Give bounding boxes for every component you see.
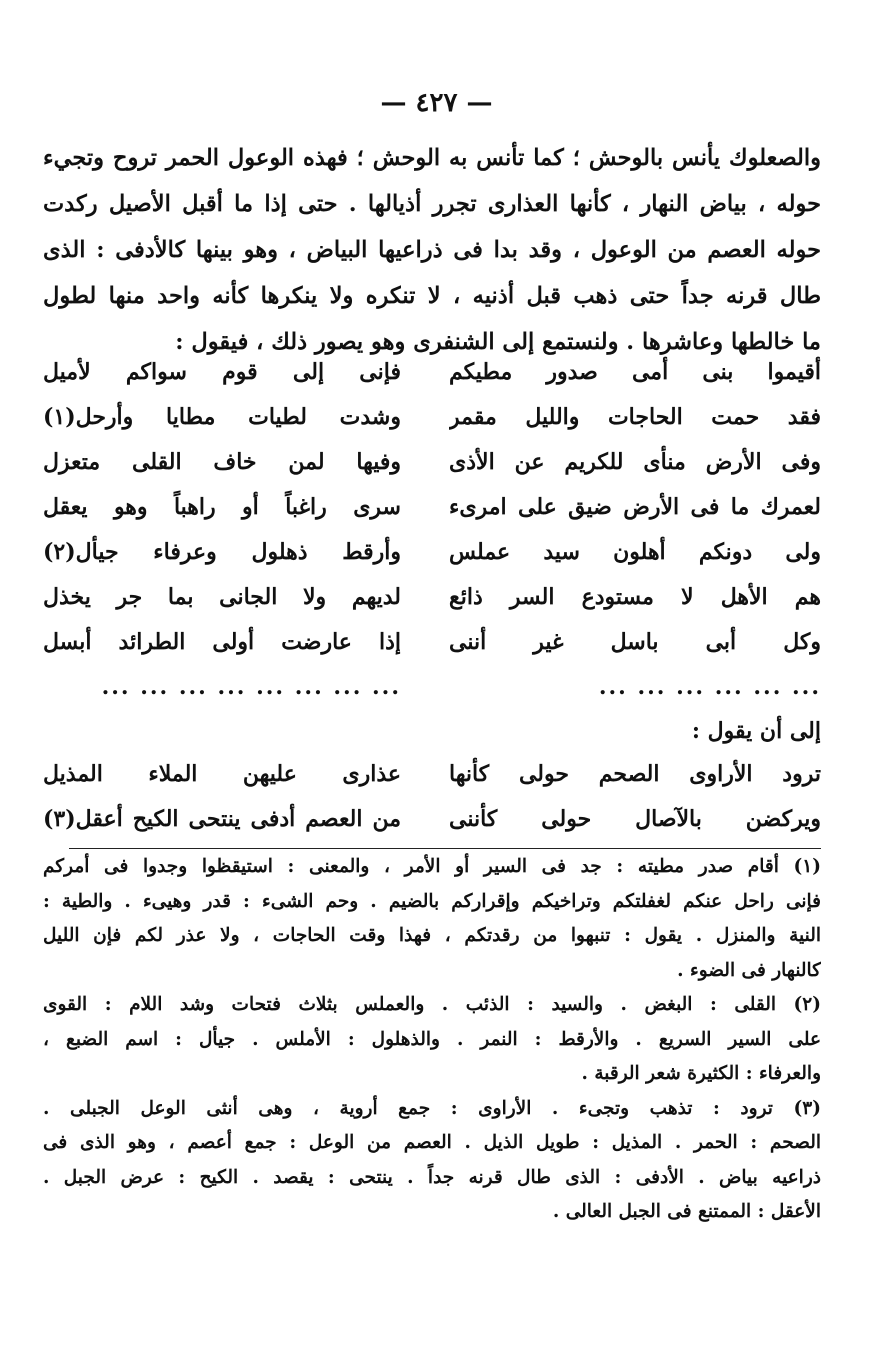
verse-first-hemistich: فقد حمت الحاجات والليل مقمر bbox=[449, 404, 821, 430]
footnote-line: (٢) القلى : البغض . والسيد : الذئب . والعملس بثلاث فتحات وشد اللام : القوى bbox=[43, 994, 821, 1015]
verse-first-hemistich: وكل أبى باسل غير أننى bbox=[449, 629, 821, 655]
page-number: — ٤٢٧ — bbox=[380, 88, 493, 118]
verse bbox=[43, 752, 821, 797]
verse-second-hemistich: من العصم أدفى ينتحى الكيح أعقل(٣) bbox=[43, 806, 401, 832]
verse-second-hemistich: وفيها لمن خاف القلى متعزل bbox=[43, 449, 401, 475]
verse-first-hemistich: ويركضن بالآصال حولى كأننى bbox=[449, 806, 821, 832]
verse-second-hemistich: لديهم ولا الجانى بما جر يخذل bbox=[43, 584, 401, 610]
verse bbox=[43, 575, 821, 620]
prose-line: حوله ، بياض النهار ، كأنها العذارى تجرر أذيالها . حتى إذا ما أقبل الأصيل ركدت bbox=[43, 191, 821, 217]
verse bbox=[43, 530, 821, 575]
verse bbox=[43, 350, 821, 395]
footnote-line: فإنى راحل عنكم لغفلتكم وتراخيكم وإقراركم بالضيم . وحم الشىء : قدر وهيىء . والطية : bbox=[43, 890, 821, 912]
prose-line: حوله العصم من الوعول ، وقد بدا فى ذراعيها البياض ، وهو بينها كالأدفى : الذى bbox=[43, 237, 821, 263]
ellipsis-verse bbox=[43, 665, 821, 710]
transition-label: إلى أن يقول : bbox=[691, 718, 821, 744]
ellipsis: ... ... ... ... ... ... bbox=[598, 674, 821, 700]
verse-first-hemistich: أقيموا بنى أمى صدور مطيكم bbox=[449, 359, 821, 385]
footnote-line: الصحم : الحمر . المذيل : طويل الذيل . العصم من الوعل : جمع أعصم ، وهو الذى فى bbox=[43, 1132, 821, 1153]
prose-paragraph bbox=[43, 135, 821, 365]
verse-second-hemistich: عذارى عليهن الملاء المذيل bbox=[43, 761, 401, 787]
verse bbox=[43, 440, 821, 485]
verse bbox=[43, 620, 821, 665]
footnote-line: النية والمنزل . يقول : تنبهوا من رقدتكم ، فهذا وقت الحاجات ، ولا عذر لكم فإن الليل bbox=[43, 925, 821, 946]
prose-line: ما خالطها وعاشرها . ولنستمع إلى الشنفرى وهو يصور ذلك ، فيقول : bbox=[175, 329, 821, 355]
ellipsis: ... ... ... ... ... ... ... ... bbox=[101, 674, 401, 700]
poem-block-2 bbox=[43, 752, 821, 842]
footnote-line: على السير السريع . والأرقط : النمر . والذهلول : الأملس . جيأل : اسم الضبع ، bbox=[43, 1028, 821, 1050]
footnote-line: والعرفاء : الكثيرة شعر الرقبة . bbox=[581, 1063, 821, 1084]
verse-first-hemistich: هم الأهل لا مستودع السر ذائع bbox=[449, 584, 821, 610]
verse-first-hemistich: ترود الأراوى الصحم حولى كأنها bbox=[449, 761, 821, 787]
verse bbox=[43, 395, 821, 440]
verse bbox=[43, 797, 821, 842]
poem-block-1 bbox=[43, 350, 821, 710]
footnote-line: كالنهار فى الضوء . bbox=[677, 959, 821, 981]
verse-first-hemistich: وفى الأرض منأى للكريم عن الأذى bbox=[449, 449, 821, 475]
verse-first-hemistich: لعمرك ما فى الأرض ضيق على امرىء bbox=[449, 494, 821, 520]
footnote-line: ذراعيه بياض . الأدفى : الذى طال قرنه جداً . ينتحى : يقصد . الكيح : عرض الجبل . bbox=[43, 1166, 821, 1188]
verse-first-hemistich: ولى دونكم أهلون سيد عملس bbox=[449, 539, 821, 565]
prose-line: والصعلوك يأنس بالوحش ؛ كما تأنس به الوحش ؛ فهذه الوعول الحمر تروح وتجيء bbox=[43, 145, 821, 171]
verse-second-hemistich: فإنى إلى قوم سواكم لأميل bbox=[43, 359, 401, 385]
footnote-line: الأعقل : الممتنع فى الجبل العالى . bbox=[552, 1201, 821, 1222]
verse-second-hemistich: وشدت لطيات مطايا وأرحل(١) bbox=[43, 404, 401, 430]
verse-second-hemistich: وأرقط ذهلول وعرفاء جيأل(٢) bbox=[43, 539, 401, 565]
footnote-line: (٣) ترود : تذهب وتجىء . الأراوى : جمع أروية ، وهى أنثى الوعل الجبلى . bbox=[43, 1097, 821, 1119]
verse bbox=[43, 485, 821, 530]
footnote-line: (١) أقام صدر مطيته : جد فى السير أو الأمر ، والمعنى : استيقظوا وجدوا فى أمركم bbox=[43, 856, 821, 877]
footnote-divider bbox=[69, 848, 821, 849]
footnotes bbox=[43, 850, 821, 1230]
verse-second-hemistich: سرى راغباً أو راهباً وهو يعقل bbox=[43, 494, 401, 520]
prose-line: طال قرنه جداً حتى ذهب قبل أذنيه ، لا تنكره ولا ينكرها كأنه واحد منها لطول bbox=[43, 283, 821, 309]
verse-second-hemistich: إذا عارضت أولى الطرائد أبسل bbox=[43, 629, 401, 655]
